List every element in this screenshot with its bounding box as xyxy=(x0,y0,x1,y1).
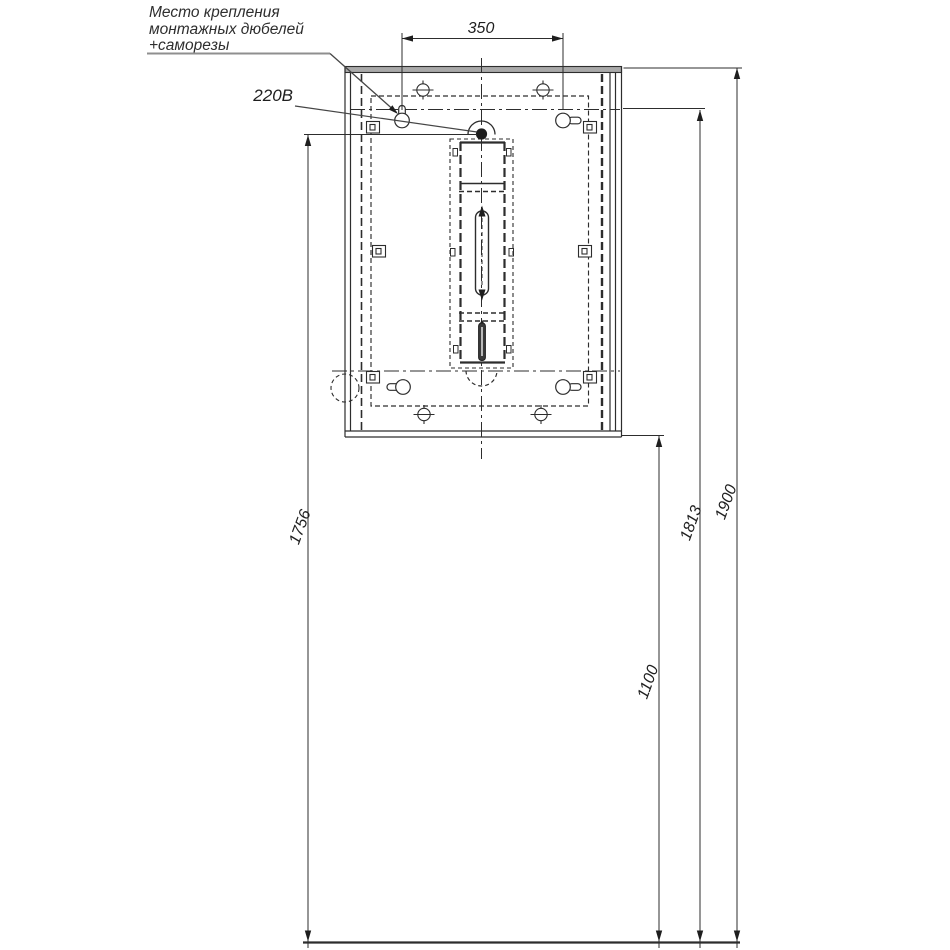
screw-bottom-right xyxy=(531,405,552,424)
dimension-1900 xyxy=(624,68,743,948)
dim-1900-arrow-top xyxy=(734,68,740,79)
cabinet-bottom-edge xyxy=(345,431,622,437)
dimension-1813 xyxy=(623,109,706,949)
dim-1900-label: 1900 xyxy=(712,482,741,522)
keyhole-bottom-left xyxy=(387,380,410,395)
dim-1756-arrow-bottom xyxy=(305,931,311,942)
clip-left-top xyxy=(367,122,380,134)
callout-line-1: Место крепления xyxy=(149,4,280,21)
dimension-1100 xyxy=(622,436,664,949)
clip-right-top xyxy=(584,122,597,134)
power-label: 220В xyxy=(253,86,293,105)
keyhole-top-right xyxy=(556,113,581,128)
dim-1756-label: 1756 xyxy=(286,507,315,547)
dim-1100-arrow-top xyxy=(656,436,662,447)
cabinet-right-edge xyxy=(610,66,622,437)
screw-top-left xyxy=(413,81,434,100)
cabinet-top-edge xyxy=(345,67,622,73)
cabinet-left-edge xyxy=(345,66,351,437)
keyhole-bottom-right xyxy=(556,380,581,395)
callout-line-3: +саморезы xyxy=(149,37,230,54)
dim-1900-arrow-bottom xyxy=(734,931,740,942)
dim-350-arrow-left xyxy=(402,35,413,41)
clip-right-bottom xyxy=(584,372,597,384)
dim-1100-arrow-bottom xyxy=(656,931,662,942)
dim-1813-arrow-bottom xyxy=(697,931,703,942)
dim-350-label: 350 xyxy=(467,20,495,37)
lower-slot xyxy=(479,320,486,361)
dim-1756-arrow-top xyxy=(305,135,311,146)
clip-left-middle xyxy=(373,246,386,258)
callout-leader-line xyxy=(330,54,397,113)
screw-top-right xyxy=(533,81,554,100)
clip-right-middle xyxy=(579,246,592,258)
dim-1813-label: 1813 xyxy=(677,503,706,543)
dim-350-arrow-right xyxy=(552,35,563,41)
clip-left-bottom xyxy=(367,372,380,384)
power-dot xyxy=(476,128,487,139)
screw-bottom-left xyxy=(414,405,435,424)
dim-1100-label: 1100 xyxy=(634,663,663,702)
dimension-350 xyxy=(402,20,563,110)
callout-line-2: монтажных дюбелей xyxy=(149,21,304,38)
dim-1813-arrow-top xyxy=(697,110,703,121)
